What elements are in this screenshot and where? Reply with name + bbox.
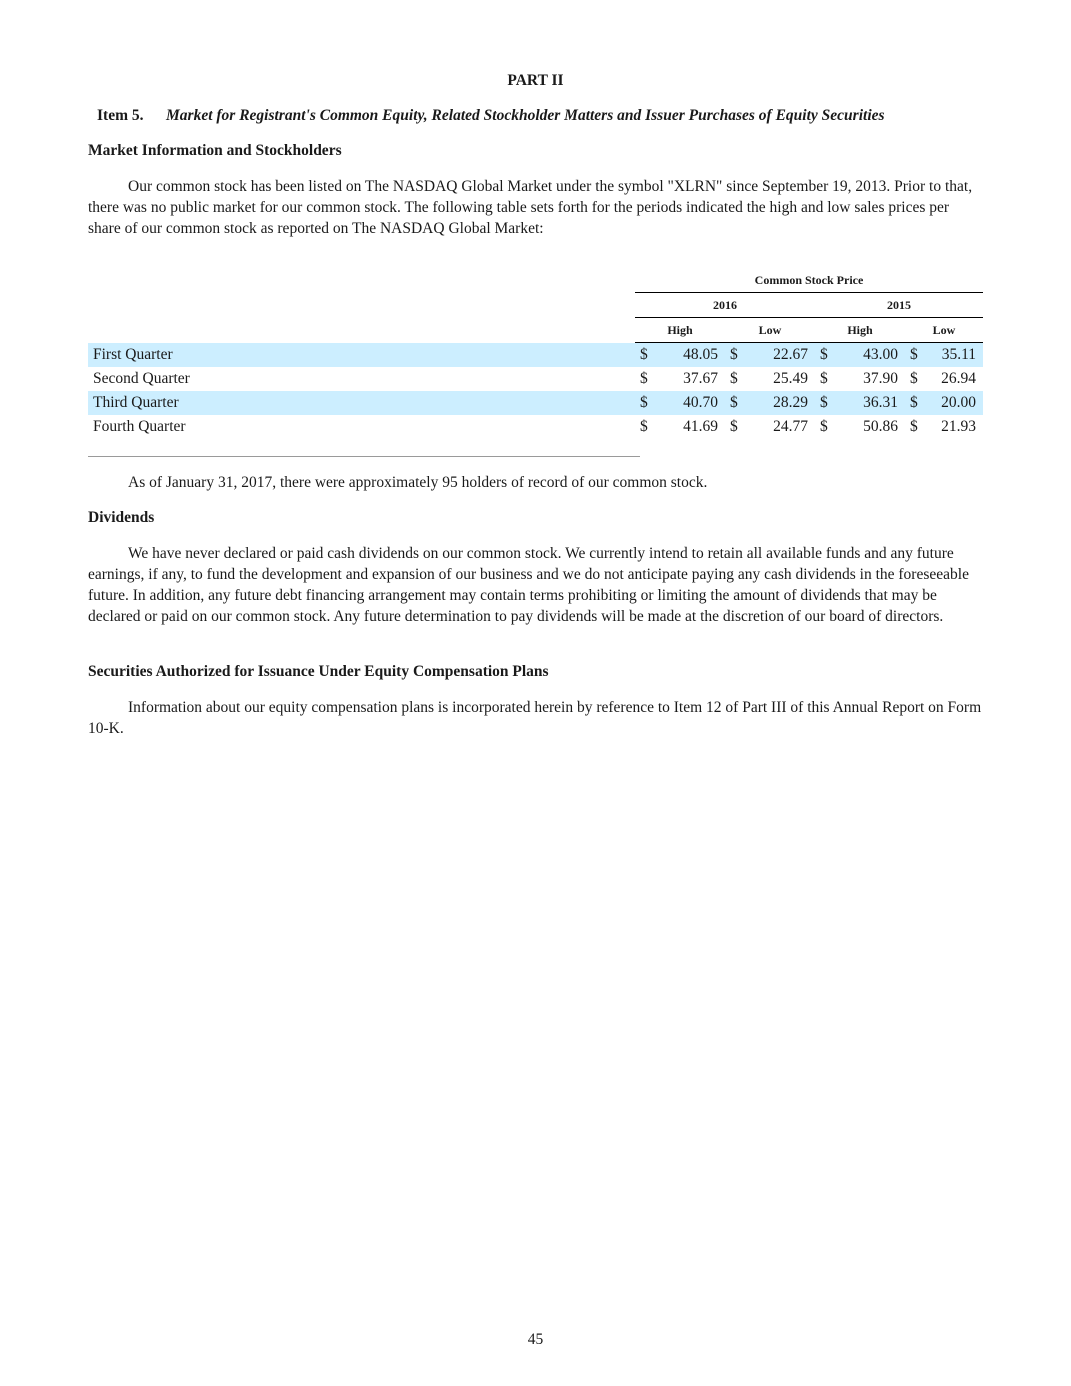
currency-symbol: $: [635, 343, 657, 368]
row-label: First Quarter: [88, 343, 635, 368]
currency-symbol: $: [640, 370, 648, 387]
cell-value: 28.29: [747, 391, 815, 415]
group-header: Common Stock Price: [635, 268, 983, 293]
cell-value: 24.77: [773, 418, 808, 435]
table-group-header-row: [88, 268, 983, 293]
cell-value: 37.67: [683, 370, 718, 387]
currency-symbol: $: [910, 418, 918, 435]
column-high-2015: High: [815, 318, 905, 343]
cell-value: 37.90: [863, 370, 898, 387]
column-low-2016: Low: [725, 318, 815, 343]
cell-value: 22.67: [747, 343, 815, 368]
currency-symbol: $: [905, 343, 927, 368]
market-paragraph: Our common stock has been listed on The NASDAQ Global Market under the symbol "XLRN" since September 19, 2013. Prior to that, there was no public market for our common stock. The following table sets forth for the periods indicated the high and low sales prices per share of our common stock as reported on The NASDAQ Global Market:: [88, 178, 973, 237]
row-label: Fourth Quarter: [93, 418, 186, 435]
item-heading: [97, 107, 885, 125]
cell-value: 40.70: [657, 391, 725, 415]
currency-symbol: $: [640, 418, 648, 435]
cell-value: 20.00: [927, 391, 983, 415]
item-number: Item 5.: [97, 107, 144, 124]
currency-symbol: $: [905, 391, 927, 415]
cell-value: 48.05: [657, 343, 725, 368]
footnote-divider: [88, 456, 640, 457]
year-2015-header: 2015: [815, 293, 983, 318]
table-column-row: [88, 318, 983, 343]
currency-symbol: $: [820, 370, 828, 387]
table-row: [88, 343, 983, 368]
currency-symbol: $: [820, 418, 828, 435]
currency-symbol: $: [730, 418, 738, 435]
table-year-row: [88, 293, 983, 318]
cell-value: 36.31: [837, 391, 905, 415]
currency-symbol: $: [815, 343, 837, 368]
item-title: Market for Registrant's Common Equity, Related Stockholder Matters and Issuer Purchases of Equity Securities: [166, 107, 885, 124]
market-heading: Market Information and Stockholders: [88, 142, 342, 159]
row-label: Third Quarter: [88, 391, 635, 415]
securities-paragraph: Information about our equity compensation plans is incorporated herein by reference to Item 12 of Part III of this Annual Report on Form 10-K.: [88, 699, 982, 737]
currency-symbol: $: [635, 391, 657, 415]
currency-symbol: $: [730, 370, 738, 387]
cell-value: 21.93: [941, 418, 976, 435]
dividends-heading: Dividends: [88, 509, 155, 526]
currency-symbol: $: [815, 391, 837, 415]
cell-value: 50.86: [863, 418, 898, 435]
table-row: [88, 415, 983, 439]
cell-value: 25.49: [773, 370, 808, 387]
year-2016-header: 2016: [635, 293, 815, 318]
cell-value: 41.69: [683, 418, 718, 435]
stock-price-table: [88, 268, 983, 439]
currency-symbol: $: [910, 370, 918, 387]
page-number: 45: [527, 1331, 544, 1348]
securities-heading: Securities Authorized for Issuance Under Equity Compensation Plans: [88, 663, 549, 680]
table-row: [88, 367, 983, 391]
cell-value: 26.94: [941, 370, 976, 387]
currency-symbol: $: [725, 343, 747, 368]
column-low-2015: Low: [905, 318, 983, 343]
column-high-2016: High: [635, 318, 725, 343]
cell-value: 43.00: [837, 343, 905, 368]
dividends-paragraph: We have never declared or paid cash dividends on our common stock. We currently intend to retain all available funds and any future earnings, if any, to fund the development and expansion of our business and we do not anticipate paying any cash dividends in the foreseeable future. In addition, any future debt financing arrangement may contain terms prohibiting or limiting the amount of dividends that may be declared or paid on our common stock. Any future determination to pay dividends will be made at the discretion of our board of directors.: [88, 545, 969, 625]
cell-value: 35.11: [927, 343, 983, 368]
table-row: [88, 391, 983, 415]
part-title: PART II: [507, 72, 564, 89]
holders-note: As of January 31, 2017, there were approximately 95 holders of record of our common stock.: [128, 474, 708, 491]
row-label: Second Quarter: [93, 370, 190, 387]
currency-symbol: $: [725, 391, 747, 415]
